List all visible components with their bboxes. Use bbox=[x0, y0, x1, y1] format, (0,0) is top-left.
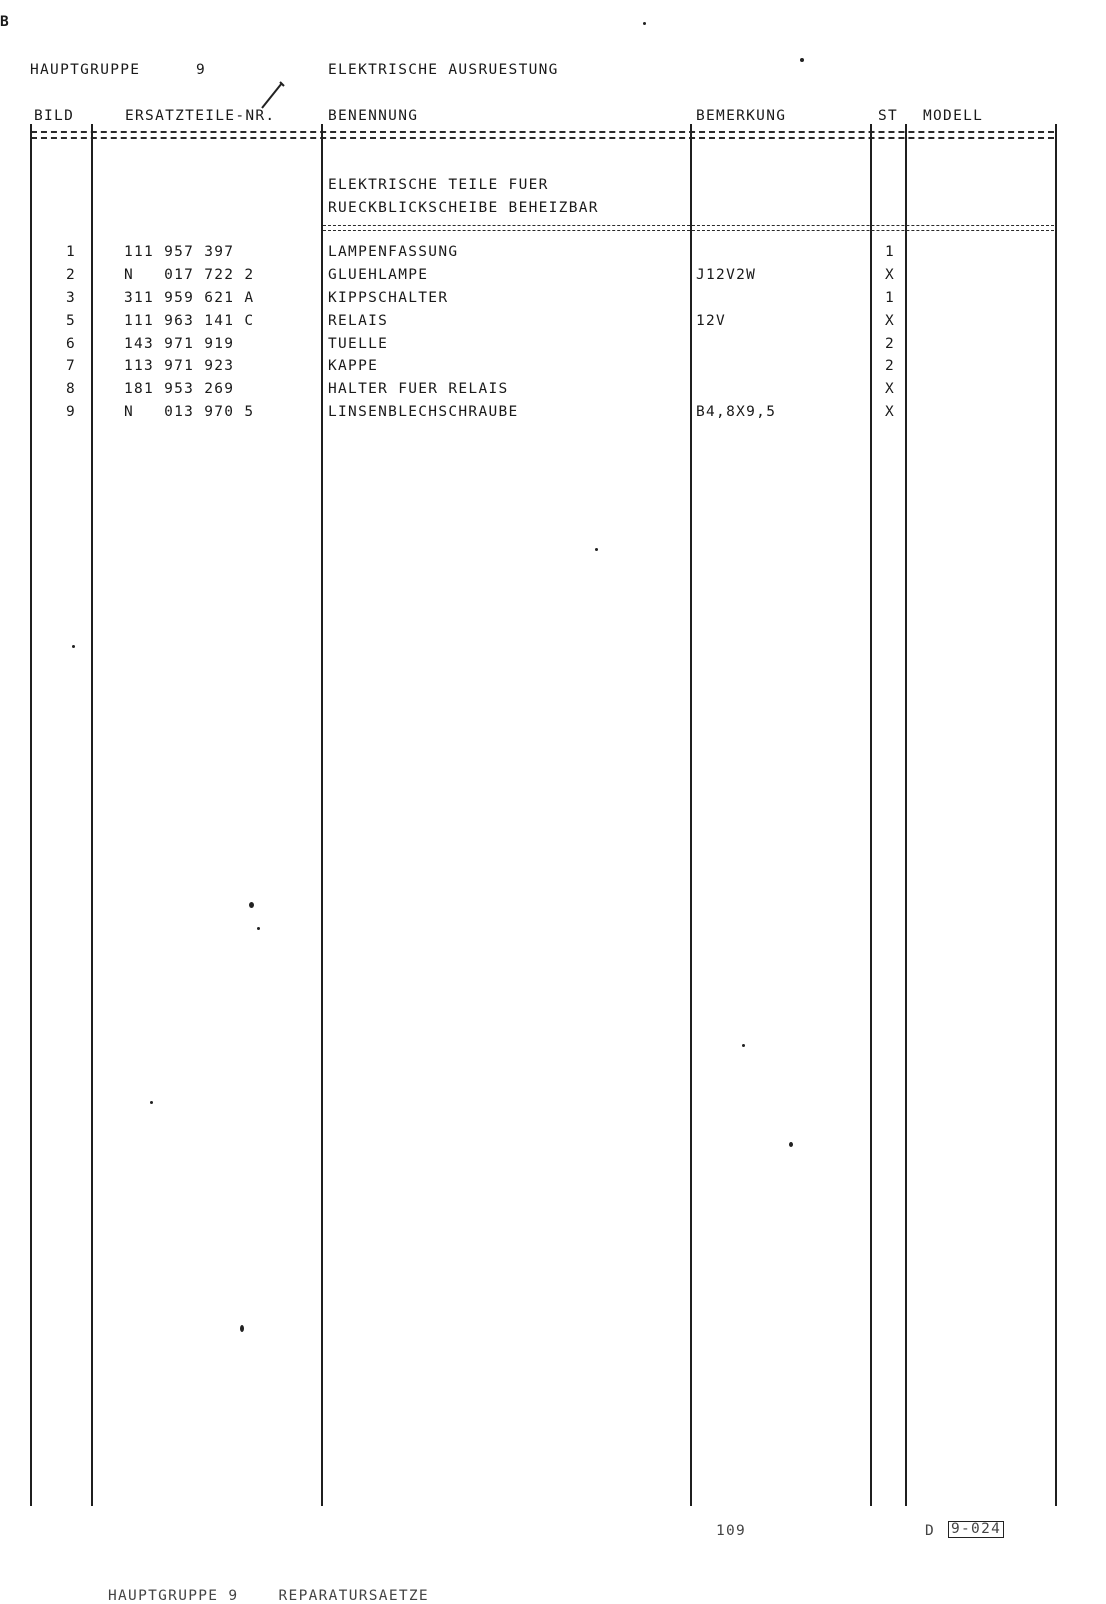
row-qty: X bbox=[885, 381, 896, 397]
section-separator-2 bbox=[323, 230, 1054, 233]
row-bild: 7 bbox=[66, 358, 77, 374]
pen-mark-icon bbox=[256, 80, 286, 112]
row-qty: X bbox=[885, 313, 896, 329]
col-rule-name bbox=[690, 124, 692, 1506]
group-label: HAUPTGRUPPE bbox=[30, 62, 141, 78]
row-remark: J12V2W bbox=[696, 267, 757, 283]
row-part-no: 181 953 269 bbox=[124, 381, 235, 397]
row-qty: 1 bbox=[885, 290, 896, 306]
header-separator-2 bbox=[31, 137, 1054, 141]
col-rule-part bbox=[321, 124, 323, 1506]
row-name: HALTER FUER RELAIS bbox=[328, 381, 509, 397]
col-header-name: BENENNUNG bbox=[328, 108, 419, 124]
row-part-no: 143 971 919 bbox=[124, 336, 235, 352]
header-separator bbox=[31, 131, 1054, 135]
row-remark: B4,8X9,5 bbox=[696, 404, 777, 420]
row-bild: 6 bbox=[66, 336, 77, 352]
row-name: LAMPENFASSUNG bbox=[328, 244, 459, 260]
col-rule-qty bbox=[905, 124, 907, 1506]
row-bild: 9 bbox=[66, 404, 77, 420]
col-rule-bild bbox=[91, 124, 93, 1506]
row-bild: 3 bbox=[66, 290, 77, 306]
row-qty: X bbox=[885, 267, 896, 283]
row-name: KIPPSCHALTER bbox=[328, 290, 449, 306]
page-number: 109 bbox=[716, 1523, 747, 1539]
row-qty: 2 bbox=[885, 358, 896, 374]
row-name: RELAIS bbox=[328, 313, 389, 329]
col-rule-right bbox=[1055, 124, 1057, 1506]
row-bild: 1 bbox=[66, 244, 77, 260]
row-bild: 2 bbox=[66, 267, 77, 283]
col-header-remark: BEMERKUNG bbox=[696, 108, 787, 124]
col-header-bild: BILD bbox=[34, 108, 75, 124]
row-part-no: N 017 722 2 bbox=[124, 267, 255, 283]
col-header-model: MODELL bbox=[923, 108, 984, 124]
corner-mark: B bbox=[0, 14, 11, 30]
row-name: LINSENBLECHSCHRAUBE bbox=[328, 404, 519, 420]
doc-letter: D bbox=[925, 1523, 936, 1539]
group-number: 9 bbox=[196, 62, 207, 78]
row-bild: 5 bbox=[66, 313, 77, 329]
row-name: KAPPE bbox=[328, 358, 379, 374]
row-part-no: N 013 970 5 bbox=[124, 404, 255, 420]
col-header-part-no: ERSATZTEILE-NR. bbox=[125, 108, 276, 124]
col-header-qty: ST bbox=[878, 108, 899, 124]
row-qty: 2 bbox=[885, 336, 896, 352]
group-title: ELEKTRISCHE AUSRUESTUNG bbox=[328, 62, 559, 78]
row-part-no: 111 963 141 C bbox=[124, 313, 255, 329]
row-name: GLUEHLAMPE bbox=[328, 267, 429, 283]
row-part-no: 311 959 621 A bbox=[124, 290, 255, 306]
row-name: TUELLE bbox=[328, 336, 389, 352]
row-qty: 1 bbox=[885, 244, 896, 260]
section-line-1: ELEKTRISCHE TEILE FUER bbox=[328, 177, 549, 193]
row-remark: 12V bbox=[696, 313, 727, 329]
row-bild: 8 bbox=[66, 381, 77, 397]
row-part-no: 113 971 923 bbox=[124, 358, 235, 374]
col-rule-left bbox=[30, 124, 32, 1506]
col-rule-remark bbox=[870, 124, 872, 1506]
row-qty: X bbox=[885, 404, 896, 420]
next-section-heading: HAUPTGRUPPE 9 REPARATURSAETZE bbox=[108, 1588, 429, 1604]
row-part-no: 111 957 397 bbox=[124, 244, 235, 260]
section-separator bbox=[323, 225, 1054, 228]
doc-code: 9-024 bbox=[948, 1521, 1004, 1538]
section-line-2: RUECKBLICKSCHEIBE BEHEIZBAR bbox=[328, 200, 599, 216]
